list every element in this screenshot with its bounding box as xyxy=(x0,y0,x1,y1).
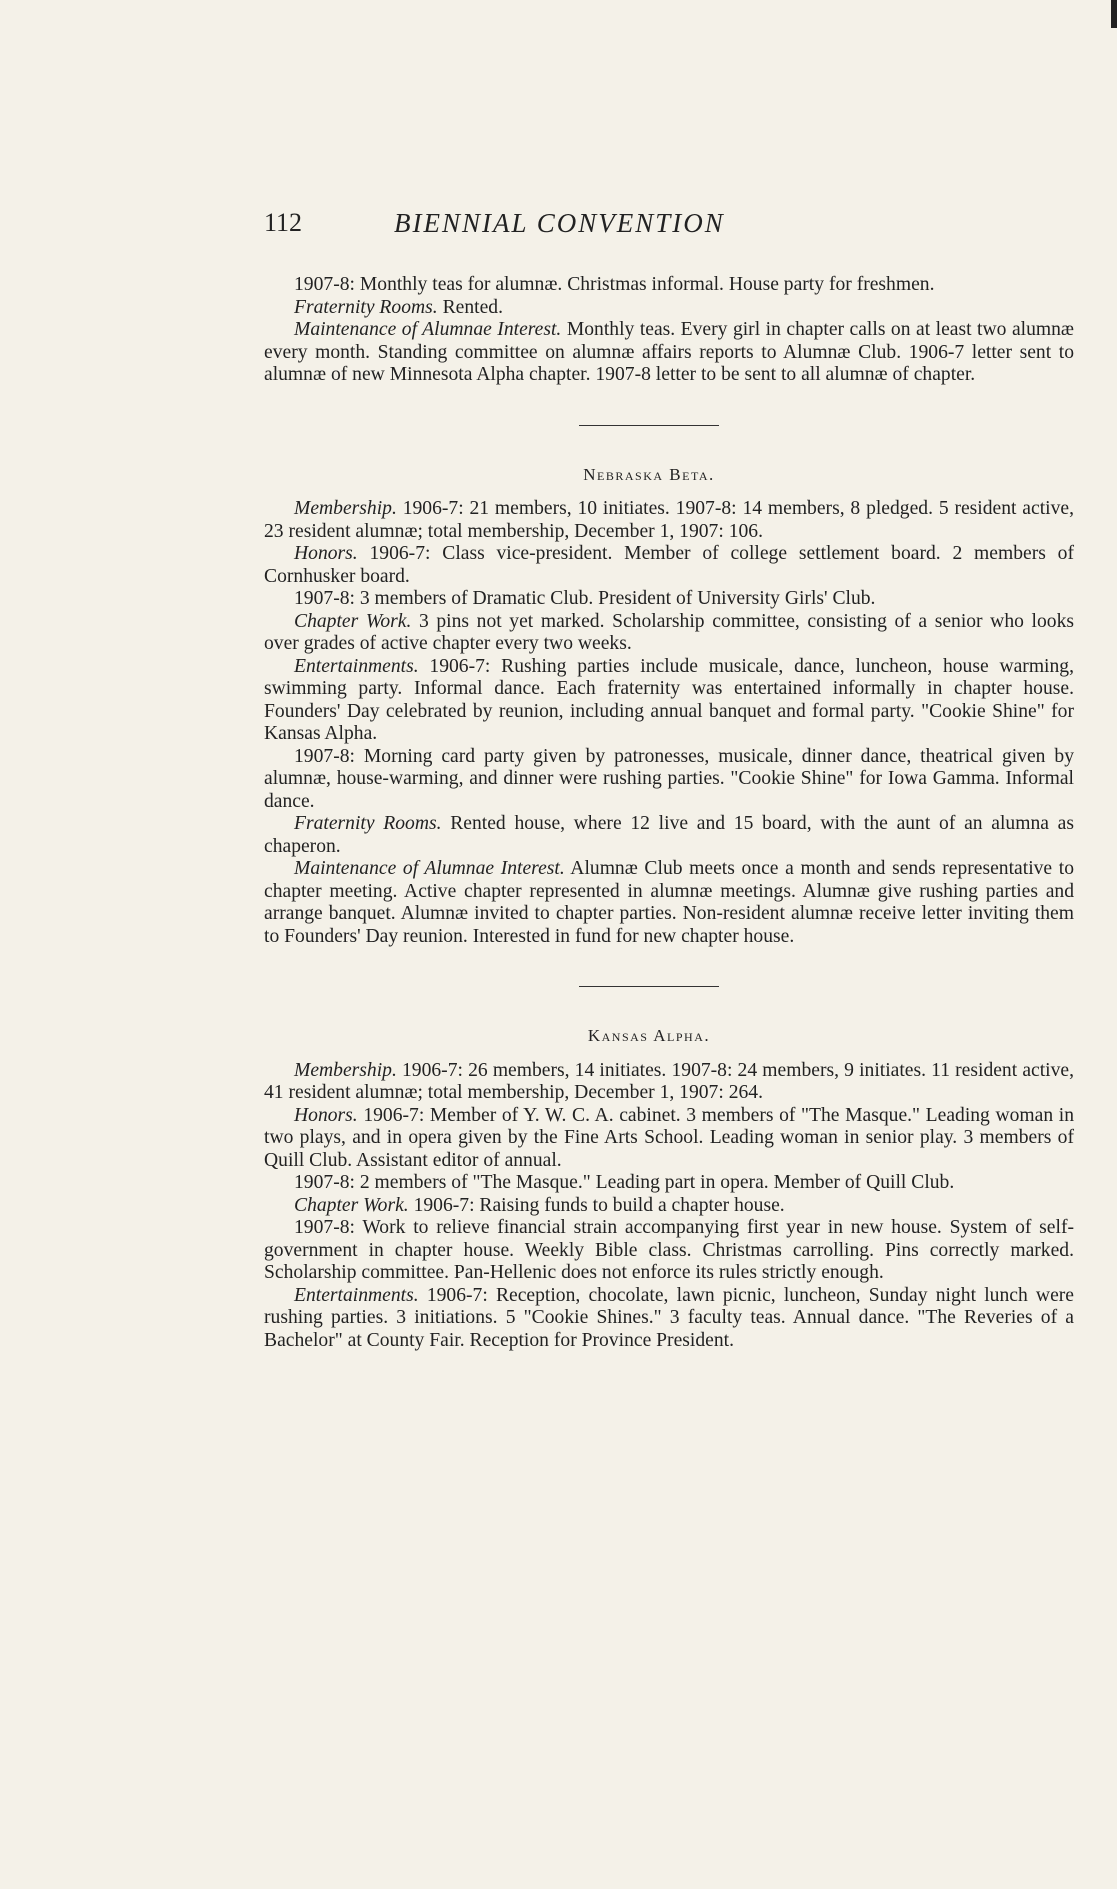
kansas-membership xyxy=(264,1060,1074,1105)
nebraska-entertainments-text: 1906-7: Rushing parties include musicale, dance, luncheon, house warming, swimming party. Informal dance. Each fraternity was entertained informally in chapter house. Founders' Day celebrated by reunion, including annual banquet and formal party. "Cookie Shine" for Kansas Alpha. xyxy=(264,655,1074,744)
nebraska-entertainments-2: 1907-8: Morning card party given by patronesses, musicale, dinner dance, theatrical given by alumnæ, house-warming, and dinner were rushing parties. "Cookie Shine" for Iowa Gamma. Informal dance. xyxy=(264,745,1074,812)
kansas-honors-label: Honors. xyxy=(294,1104,358,1126)
fraternity-rooms-text: Rented. xyxy=(437,296,503,318)
nebraska-chapter-work xyxy=(264,611,1074,656)
intro-paragraph-3 xyxy=(264,319,1074,387)
kansas-entertainments-label: Entertainments. xyxy=(294,1284,419,1306)
nebraska-membership-label: Membership. xyxy=(294,498,397,519)
intro-paragraph-2 xyxy=(264,297,1074,320)
page-edge-mark xyxy=(1111,0,1117,28)
nebraska-chapter-work-label: Chapter Work. xyxy=(294,610,412,632)
nebraska-honors xyxy=(264,543,1074,588)
kansas-chapter-work-label: Chapter Work. xyxy=(294,1194,409,1216)
maintenance-text: Monthly teas. Every girl in chapter calls on at least two alumnæ every month. Standing committee on alumnæ affairs reports to Alumnæ Club. 1906-7 letter sent to alumnæ of new Minnesota Alpha chapter. 1907-8 letter to be sent to all alumnæ of chapter. xyxy=(264,319,1074,385)
nebraska-entertainments-label: Entertainments. xyxy=(294,655,419,677)
page-number: 112 xyxy=(264,208,303,237)
kansas-honors-2: 1907-8: 2 members of "The Masque." Leading part in opera. Member of Quill Club. xyxy=(294,1172,955,1193)
nebraska-chapter-work-text: 3 pins not yet marked. Scholarship committee, consisting of a senior who looks over grades of active chapter every two weeks. xyxy=(264,610,1074,654)
section-divider xyxy=(579,425,719,426)
nebraska-honors-2: 1907-8: 3 members of Dramatic Club. President of University Girls' Club. xyxy=(294,588,876,609)
nebraska-rooms-label: Fraternity Rooms. xyxy=(294,813,442,834)
nebraska-maintenance xyxy=(264,858,1074,948)
kansas-entertainments xyxy=(264,1285,1074,1353)
maintenance-label: Maintenance of Alumnae Interest. xyxy=(294,319,562,340)
nebraska-fraternity-rooms xyxy=(264,813,1074,858)
page-header xyxy=(264,210,1074,250)
running-head: BIENNIAL CONVENTION xyxy=(394,208,725,238)
nebraska-membership-text: 1906-7: 21 members, 10 initiates. 1907-8: 14 members, 8 pledged. 5 resident active, 23 resident alumnæ; total membership, December 1, 1907: 106. xyxy=(264,498,1074,542)
nebraska-membership xyxy=(264,498,1074,543)
nebraska-entertainments xyxy=(264,656,1074,746)
kansas-honors-text: 1906-7: Member of Y. W. C. A. cabinet. 3 members of "The Masque." Leading woman in two plays, and in opera given by the Fine Arts School. Leading woman in senior play. 3 members of Quill Club. Assistant editor of annual. xyxy=(264,1104,1074,1171)
section-title-kansas-alpha: Kansas Alpha. xyxy=(587,1026,711,1045)
fraternity-rooms-label: Fraternity Rooms. xyxy=(294,296,438,318)
kansas-entertainments-text: 1906-7: Reception, chocolate, lawn picnic, luncheon, Sunday night lunch were rushing parties. 3 initiations. 5 "Cookie Shines." 3 faculty teas. Annual dance. "The Reveries of a Bachelor" at County Fair. Reception for Province President. xyxy=(264,1284,1074,1351)
kansas-membership-text: 1906-7: 26 members, 14 initiates. 1907-8: 24 members, 9 initiates. 11 resident active, 41 resident alumnæ; total membership, December 1, 1907: 264. xyxy=(264,1059,1074,1103)
nebraska-maintenance-text: Alumnæ Club meets once a month and sends representative to chapter meeting. Active chapter represented in alumnæ meetings. Alumnæ give rushing parties and arrange banquet. Alumnæ invited to chapter parties. Non-resident alumnæ receive letter inviting them to Founders' Day reunion. Interested in fund for new chapter house. xyxy=(264,858,1075,947)
nebraska-honors-text: 1906-7: Class vice-president. Member of college settlement board. 2 members of Cornhusker board. xyxy=(264,543,1074,587)
nebraska-rooms-text: Rented house, where 12 live and 15 board, with the aunt of an alumna as chaperon. xyxy=(264,813,1074,857)
intro-paragraph-1: 1907-8: Monthly teas for alumnæ. Christmas informal. House party for freshmen. xyxy=(294,274,935,295)
kansas-chapter-work xyxy=(264,1195,1074,1218)
kansas-chapter-work-text: 1906-7: Raising funds to build a chapter house. xyxy=(408,1194,785,1216)
section-divider xyxy=(579,986,719,987)
kansas-honors xyxy=(264,1105,1074,1173)
nebraska-maintenance-label: Maintenance of Alumnae Interest. xyxy=(294,858,565,879)
kansas-membership-label: Membership. xyxy=(294,1059,397,1081)
kansas-chapter-work-2: 1907-8: Work to relieve financial strain accompanying first year in new house. System of self-government in chapter house. Weekly Bible class. Christmas carrolling. Pins correctly marked. Scholarship committee. Pan-Hellenic does not enforce its rules strictly enough. xyxy=(264,1217,1074,1283)
section-title-nebraska-beta: Nebraska Beta. xyxy=(583,464,715,484)
nebraska-honors-label: Honors. xyxy=(294,543,358,564)
document-page xyxy=(264,210,1074,1352)
